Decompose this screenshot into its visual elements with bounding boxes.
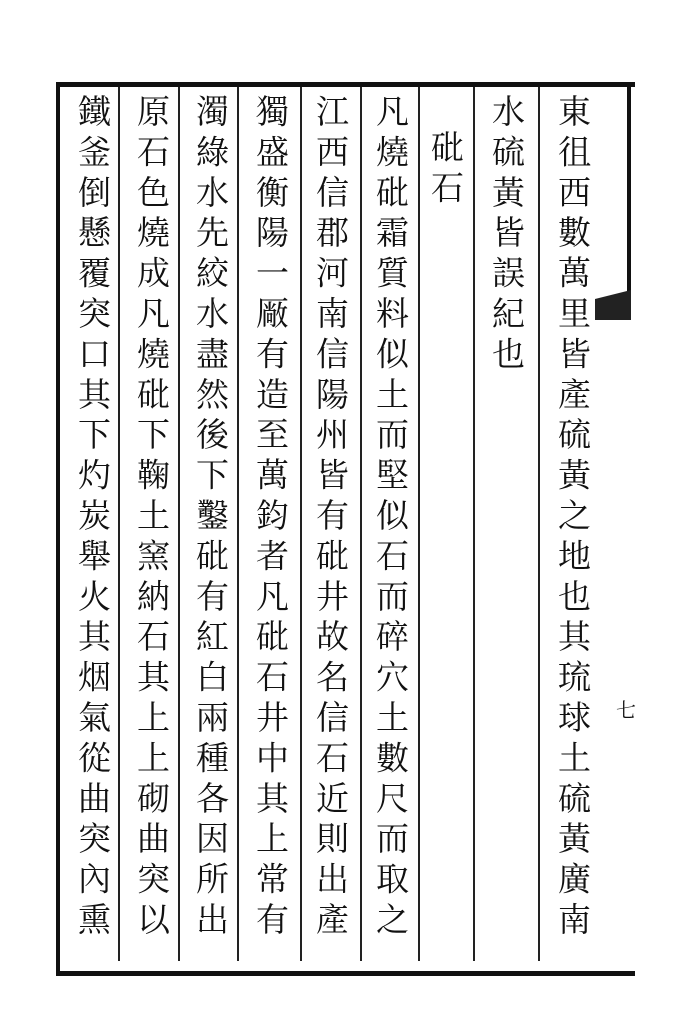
column-rule	[300, 87, 302, 961]
section-heading: 砒石	[426, 130, 465, 211]
text-column-8: 原石色燒成凡燒砒下鞠土窯納石其上上砌曲突以	[132, 94, 171, 943]
text-column-6: 獨盛衡陽一厰有造至萬鈞者凡砒石井中其上常有	[251, 94, 290, 943]
column-rule	[237, 87, 239, 961]
page-number-text: 七	[616, 698, 636, 722]
column-rule	[418, 87, 420, 961]
text-column-5: 江西信郡河南信陽州皆有砒井故名信石近則出產	[311, 94, 350, 943]
text-column-4: 凡燒砒霜質料似土而堅似石而碎穴土數尺而取之	[371, 94, 410, 943]
column-rule	[178, 87, 180, 961]
text-column-7: 濁綠水先絞水盡然後下鑿砒有紅白兩種各因所出	[191, 94, 230, 943]
page-number-mark	[612, 698, 636, 730]
text-column-1: 東徂西數萬里皆產硫黃之地也其琉球土硫黃廣南	[553, 94, 592, 943]
column-rule	[473, 87, 475, 961]
column-rule	[538, 87, 540, 961]
frame-right-edge	[627, 82, 631, 312]
column-rule	[360, 87, 362, 961]
column-rule	[118, 87, 120, 961]
text-column-2: 水硫黃皆誤紀也	[487, 94, 526, 377]
text-column-9: 鐵釜倒懸覆突口其下灼炭舉火其烟氣從曲突內熏	[73, 94, 112, 943]
